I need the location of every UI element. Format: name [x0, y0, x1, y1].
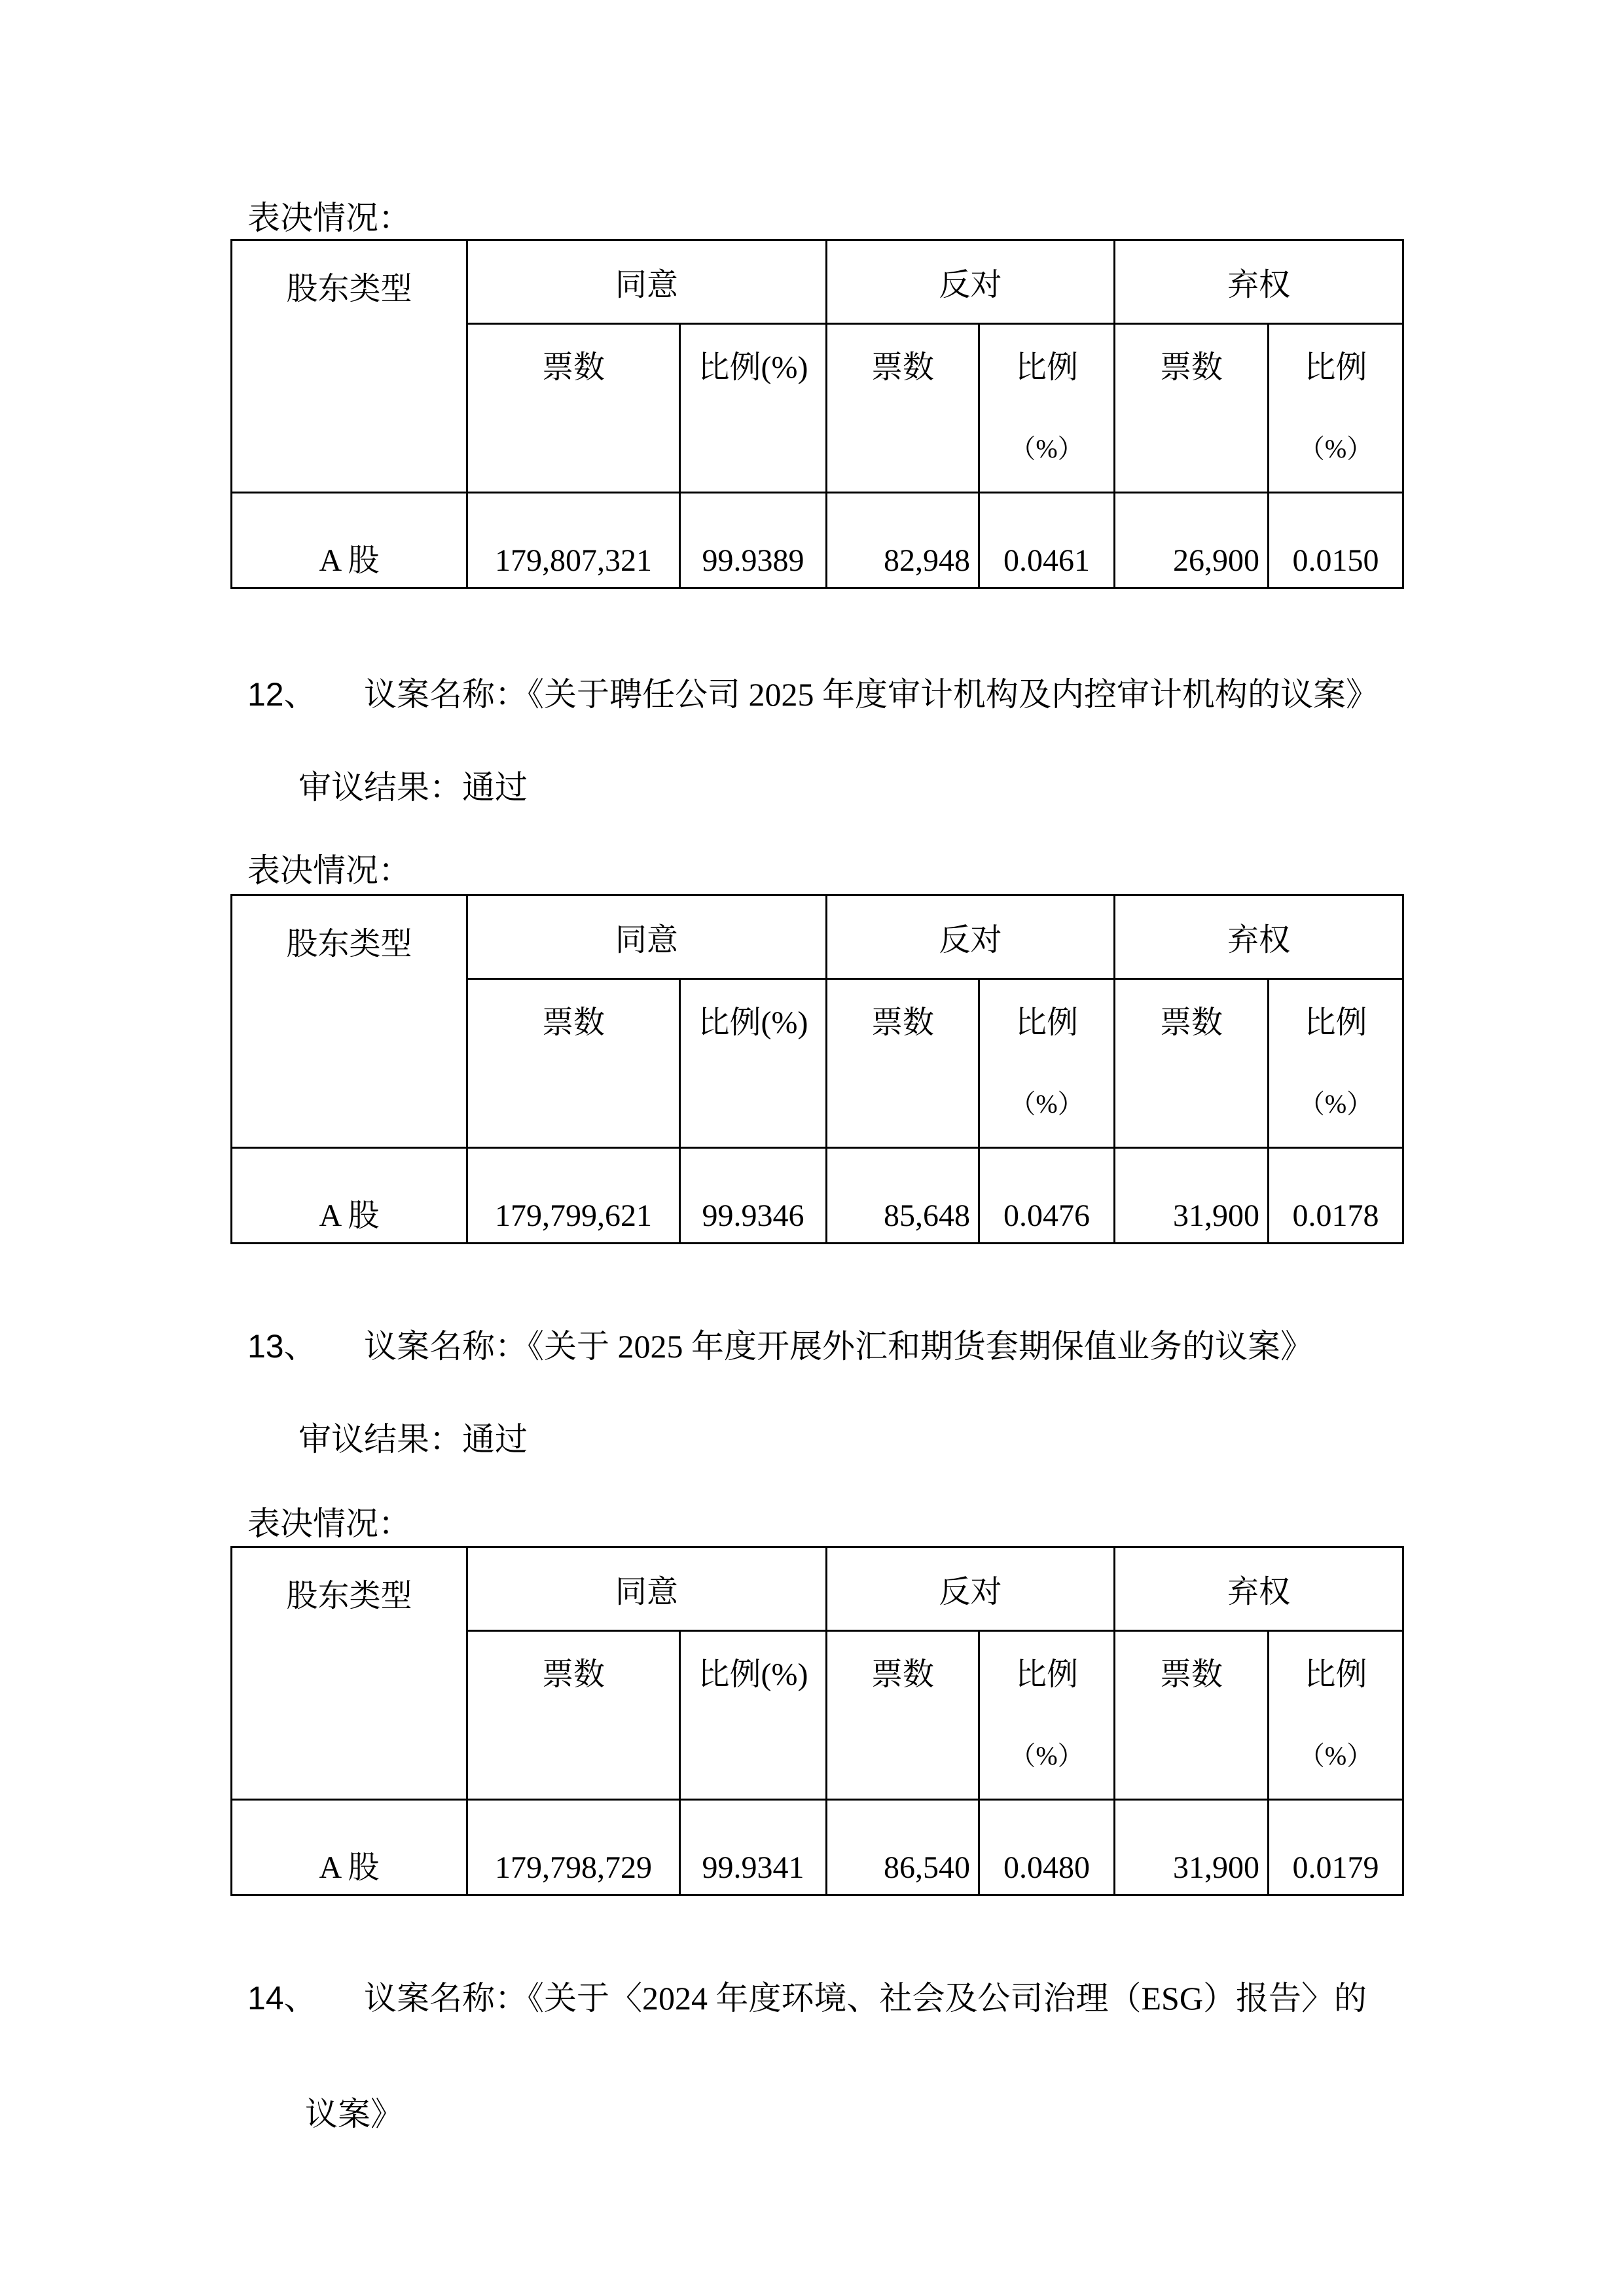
vote-table — [230, 894, 1404, 1244]
header-shareholder-type: 股东类型 — [232, 1547, 467, 1800]
header-oppose-ratio: 比例 （%） — [979, 324, 1115, 493]
vote-label: 表决情况： — [247, 200, 411, 236]
cell-oppose-votes: 82,948 — [827, 493, 979, 588]
proposal-title-line1: 议案名称：《关于〈2024 年度环境、社会及公司治理（ESG）报告〉的 — [364, 1980, 1367, 2017]
header-oppose-votes: 票数 — [827, 324, 979, 493]
header-shareholder-type: 股东类型 — [232, 240, 467, 493]
proposal-title-line2: 议案》 — [305, 2096, 403, 2132]
header-agree: 同意 — [467, 1547, 827, 1631]
cell-abstain-ratio: 0.0179 — [1269, 1800, 1403, 1895]
header-abstain-votes: 票数 — [1115, 324, 1269, 493]
header-abstain: 弃权 — [1115, 895, 1403, 979]
cell-type: A 股 — [232, 1800, 467, 1895]
cell-oppose-votes: 86,540 — [827, 1800, 979, 1895]
header-oppose-votes: 票数 — [827, 979, 979, 1148]
header-oppose: 反对 — [827, 240, 1115, 324]
header-oppose-votes: 票数 — [827, 1631, 979, 1800]
header-shareholder-type: 股东类型 — [232, 895, 467, 1148]
cell-abstain-ratio: 0.0178 — [1269, 1148, 1403, 1244]
header-agree-votes: 票数 — [467, 979, 680, 1148]
cell-agree-votes: 179,799,621 — [467, 1148, 680, 1244]
cell-abstain-votes: 31,900 — [1115, 1800, 1269, 1895]
vote-table — [230, 239, 1404, 589]
header-abstain: 弃权 — [1115, 240, 1403, 324]
cell-agree-votes: 179,798,729 — [467, 1800, 680, 1895]
table-row — [232, 493, 1403, 588]
header-agree-ratio: 比例(%) — [680, 1631, 827, 1800]
header-agree-votes: 票数 — [467, 1631, 680, 1800]
cell-oppose-ratio: 0.0461 — [979, 493, 1115, 588]
header-oppose: 反对 — [827, 895, 1115, 979]
header-abstain-votes: 票数 — [1115, 1631, 1269, 1800]
vote-label: 表决情况： — [247, 1505, 411, 1542]
header-abstain: 弃权 — [1115, 1547, 1403, 1631]
cell-agree-votes: 179,807,321 — [467, 493, 680, 588]
cell-agree-ratio: 99.9389 — [680, 493, 827, 588]
header-oppose-ratio: 比例 （%） — [979, 979, 1115, 1148]
vote-label: 表决情况： — [247, 852, 411, 889]
header-abstain-votes: 票数 — [1115, 979, 1269, 1148]
header-abstain-ratio: 比例 （%） — [1269, 324, 1403, 493]
review-result: 审议结果：通过 — [298, 769, 528, 806]
review-result: 审议结果：通过 — [298, 1421, 528, 1458]
cell-oppose-ratio: 0.0480 — [979, 1800, 1115, 1895]
header-abstain-ratio: 比例 （%） — [1269, 979, 1403, 1148]
header-agree-ratio: 比例(%) — [680, 324, 827, 493]
header-abstain-ratio: 比例 （%） — [1269, 1631, 1403, 1800]
cell-agree-ratio: 99.9346 — [680, 1148, 827, 1244]
header-agree-votes: 票数 — [467, 324, 680, 493]
header-oppose-ratio: 比例 （%） — [979, 1631, 1115, 1800]
item-number: 13、 — [247, 1328, 317, 1365]
cell-oppose-ratio: 0.0476 — [979, 1148, 1115, 1244]
item-number: 12、 — [247, 676, 317, 713]
cell-type: A 股 — [232, 493, 467, 588]
cell-oppose-votes: 85,648 — [827, 1148, 979, 1244]
header-agree: 同意 — [467, 240, 827, 324]
proposal-title: 议案名称：《关于 2025 年度开展外汇和期货套期保值业务的议案》 — [364, 1328, 1313, 1365]
cell-agree-ratio: 99.9341 — [680, 1800, 827, 1895]
cell-type: A 股 — [232, 1148, 467, 1244]
proposal-title: 议案名称：《关于聘任公司 2025 年度审计机构及内控审计机构的议案》 — [364, 676, 1379, 713]
cell-abstain-votes: 31,900 — [1115, 1148, 1269, 1244]
header-agree: 同意 — [467, 895, 827, 979]
cell-abstain-ratio: 0.0150 — [1269, 493, 1403, 588]
table-row — [232, 1800, 1403, 1895]
header-agree-ratio: 比例(%) — [680, 979, 827, 1148]
cell-abstain-votes: 26,900 — [1115, 493, 1269, 588]
header-oppose: 反对 — [827, 1547, 1115, 1631]
item-number: 14、 — [247, 1980, 317, 2017]
vote-table — [230, 1546, 1404, 1896]
table-row — [232, 1148, 1403, 1244]
